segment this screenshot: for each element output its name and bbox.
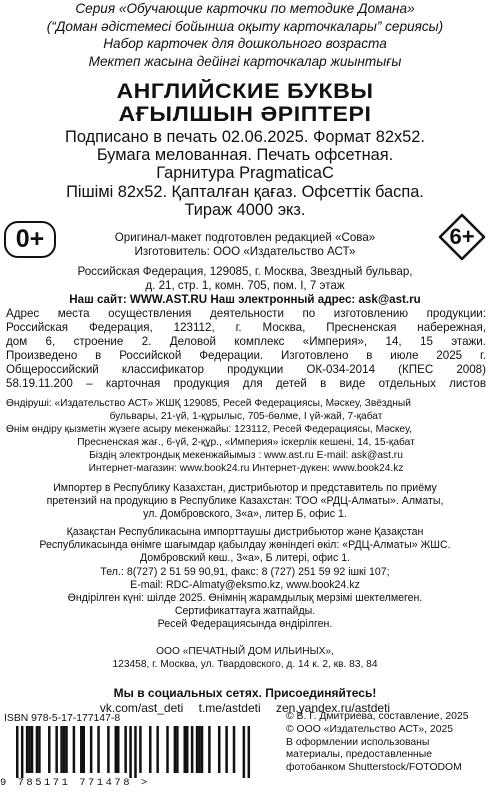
kz-line: Өнім өндіру қызметін жүзеге асыру мекенжайы: 123112, Ресей Федерациясы, Мәскеу, [6,423,412,435]
barcode-bar [225,726,228,773]
barcode-bar [166,726,169,773]
importer-line: Тел.: 8(727) 2 51 59 90,91, факс: 8 (727) 251 59 92 ішкі 107; [100,565,390,578]
tech-line: Пішімі 82х52. Қапталған қағаз. Офсеттік баспа. [66,182,424,201]
series-line: (“Доман әдістемесі бойынша оқыту карточкалары” сериясы) [46,18,444,34]
barcode-bar [218,726,221,773]
barcode-bar [21,726,24,778]
barcode-bar [107,726,110,773]
barcode-bar [186,726,189,773]
barcode-bar [28,726,31,773]
kz-line: Өндіруші: «Издательство АСТ» ЖШҚ 129085, Ресей Федерациясы, Мәскеу, Звёздный [6,398,411,409]
printer-line: 123458, г. Москва, ул. Твардовского, д. 14 к. 2, кв. 83, 84 [112,659,378,670]
age-rating-diamond [438,213,486,261]
barcode-bar [248,726,251,778]
barcode-bar [36,726,39,773]
tech-line: Гарнитура PragmaticaC [156,164,334,183]
importer-line: Қазақстан Республикасына импорттаушы дистрибьютор және Қазақстан [66,526,424,539]
manufacturer-address [0,265,490,293]
series-block [0,0,490,70]
production-line: 58.19.11.200 – карточная продукция для детей в виде отдельных листов [6,376,486,390]
isbn-label: ISBN 978-5-17-177147-8 [4,713,121,724]
importer-line: Республикасында өнімге шағымдар қабылдау жөніндегі өкіл: «РДЦ-Алматы» ЖШС. [39,539,451,552]
barcode-bar [196,726,199,773]
social-link-vk[interactable]: vk.com/ast_deti [99,701,184,715]
series-line: Мектеп жасына дейінгі карточкалар жиынтығы [88,53,402,69]
importer-line: претензий на продукцию в Республике Казахстан: ТОО «РДЦ-Алматы». Алматы, [46,495,444,508]
importer-line: Ресей Федерациясында өндірілген. [157,617,333,630]
importer-line: Өндірілген күні: шілде 2025. Өнімнің жарамдылық мерзімі шектелмеген. [67,591,423,604]
barcode-bar [63,726,66,773]
tech-line: Бумага мелованная. Печать офсетная. [96,146,394,165]
series-line: Серия «Обучающие карточки по методике Домана» [75,1,415,16]
barcode-bar [129,726,132,778]
title-line-ru: АНГЛИЙСКИЕ БУКВЫ [116,80,374,103]
title-line-kz: АҒЫЛШЫН ӘРІПТЕРІ [118,103,372,126]
importer-line: Домбровский көш., 3«а», Б литері, офис 1. [139,552,351,565]
copyright-line: В оформлении использованы [286,736,430,748]
technical-info [0,128,490,219]
barcode-bar [97,726,100,773]
age-rating-text: 6+ [449,224,475,249]
series-line: Набор карточек для дошкольного возраста [103,36,387,51]
barcode-bar [134,726,137,778]
barcode-bar [243,726,246,778]
barcode-bar [60,726,63,773]
barcode-bar [117,726,120,773]
kz-line: бульвары, 21-үй, 1-құрылыс, 705-бөлме, I үй-жай, 7-қабат [109,410,383,422]
kz-line: Біздің электрондық мекенжайымыз : www.ast.ru E-mail: ask@ast.ru [89,449,403,461]
website-line [0,293,490,307]
barcode-bar [139,726,142,773]
tech-line: Подписано в печать 02.06.2025. Формат 82х52. [65,128,425,146]
social-title: Мы в социальных сетях. Присоединяйтесь! [113,686,377,700]
copyright-line: © В. Г. Дмитриева, составление, 2025 [286,711,469,722]
importer-line: Сертификаттауға жатпайды. [174,604,316,617]
copyright-line: фотобанком Shutterstock/FOTODOM [286,762,462,774]
barcode-bar [176,726,179,773]
social-link-zen[interactable]: zen.yandex.ru/astdeti [276,701,391,715]
printer-line: ООО «ПЕЧАТНЫЙ ДОМ ИЛЬИНЫХ», [156,646,334,657]
barcode-bar [26,726,29,773]
kazakh-manufacturer-block [6,398,486,475]
production-address [6,307,486,390]
address-line: Российская Федерация, 129085, г. Москва, Звездный бульвар, [77,265,413,278]
barcode-bar [16,726,19,778]
barcode-bar [174,726,177,773]
barcode-bar [115,726,118,773]
website-text: Наш сайт: WWW.AST.RU Наш электронный адрес: ask@ast.ru [69,293,421,306]
book-title [0,80,490,126]
production-line: Общероссийский классификатор продукции ОК-034-2014 (КПЕС 2008) [6,362,486,376]
editor-block [60,231,430,259]
production-line: дом 6, строение 2. Деловой комплекс «Империя», 14, 15 этажи. [6,334,486,348]
importer-line: ул. Домбровского, 3«а», литер Б, офис 1. [143,508,347,521]
barcode-bar [183,726,186,773]
barcode-bar [83,726,86,773]
copyright-block [286,711,486,775]
copyright-line: материалы, предоставленные [286,749,433,761]
kz-line: Пресненская жағ., 6-үй, 2-құр., «Империя» іскерлік кешені, 14, 15-қабат [77,436,415,448]
address-line: д. 21, стр. 1, комн. 705, пом. I, 7 этаж [145,278,345,292]
tech-line: Тираж 4000 экз. [184,200,306,219]
barcode-bar [90,726,93,773]
production-line: Адрес места осуществления деятельности по изготовлению продукции: [6,307,486,320]
barcode-bar [73,726,76,773]
barcode-bar [65,726,68,773]
barcode-digits: 9 785171 771478 > [0,777,150,789]
importer-block [0,482,490,631]
barcode-bar [48,726,51,773]
production-line: Произведено в Российской Федерации. Изготовлено в июле 2025 г. [6,348,486,362]
social-link-telegram[interactable]: t.me/astdeti [198,701,261,715]
barcode-bar [80,726,83,773]
barcode-bar [233,726,236,773]
barcode-bar [55,726,58,773]
production-line: Российская Федерация, 123112, г. Москва, Пресненская набережная, [6,320,486,334]
importer-line: Импортер в Республику Казахстан, дистрибьютор и представитель по приёму [53,482,437,494]
barcode-bar [38,726,41,773]
barcode-bar [191,726,194,773]
barcode-bar [198,726,201,773]
editor-line: Оригинал-макет подготовлен редакцией «Сова» [114,231,376,244]
manufacturer-line: Изготовитель: ООО «Издательство АСТ» [134,244,356,258]
barcode-bar [156,726,159,773]
barcode-bar [31,726,34,773]
barcode-bar [201,726,204,773]
printer-block [0,645,490,671]
kz-line: Интернет-магазин: www.book24.ru Интернет-дүкен: www.book24.kz [88,462,404,474]
barcode-icon [4,726,262,778]
copyright-line: © ООО «Издательство АСТ», 2025 [286,723,454,735]
age-rating-badge: 0+ [4,221,56,258]
barcode-bar [208,726,211,773]
importer-line: E-mail: RDC-Almaty@eksmo.kz, www.book24.kz [130,578,360,591]
barcode-bar [149,726,152,773]
barcode-bar [124,726,127,773]
